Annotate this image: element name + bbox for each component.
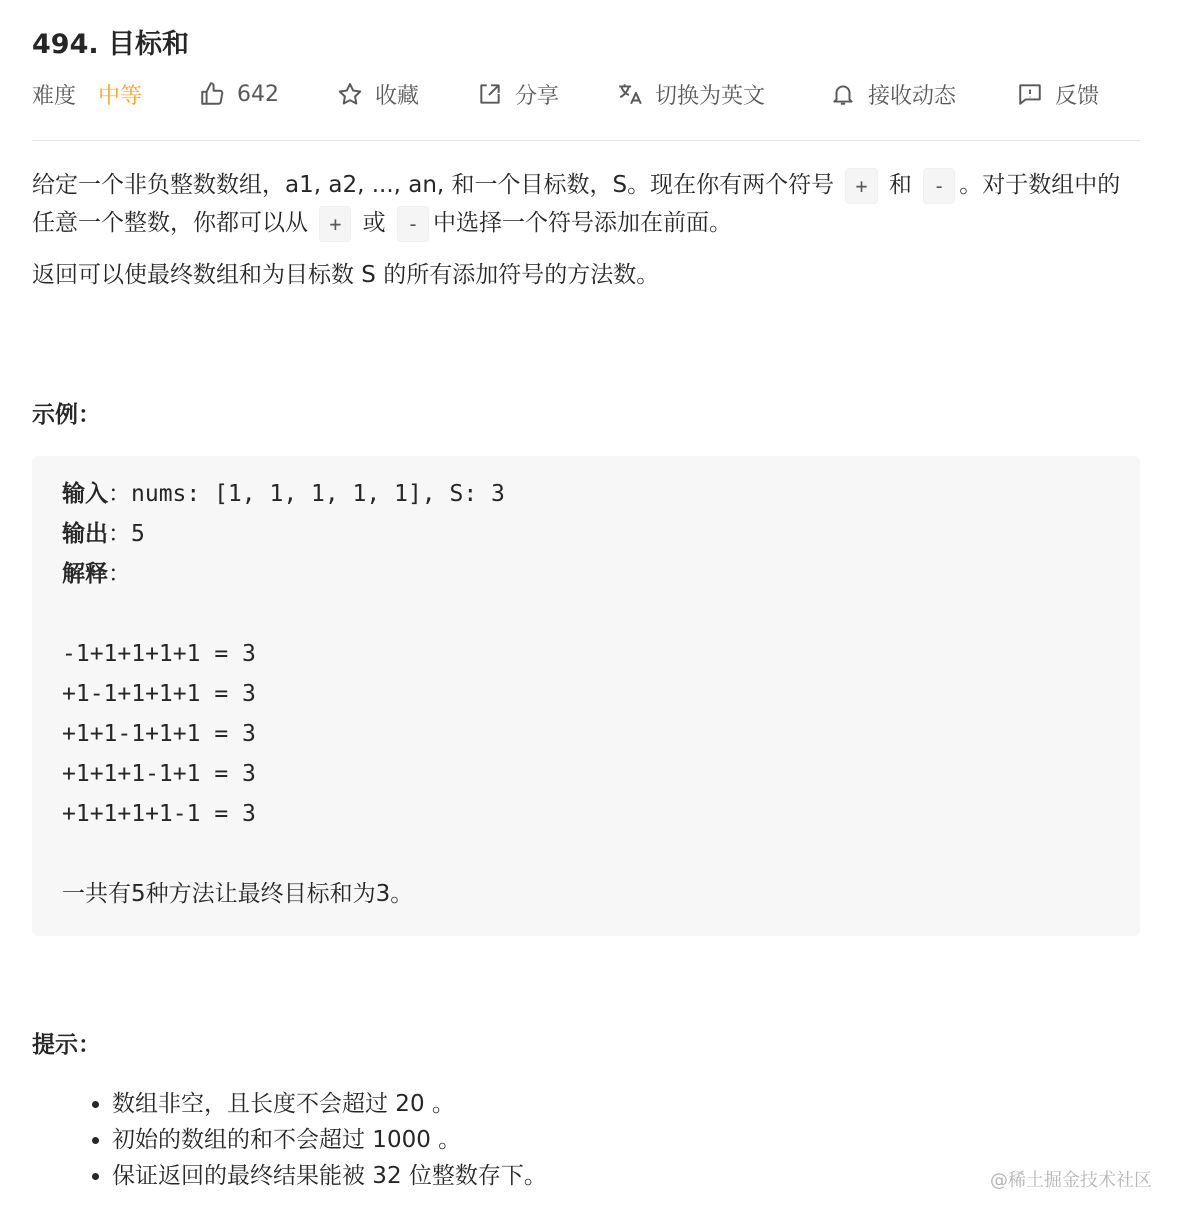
like-count: 642 xyxy=(237,81,279,107)
plus-symbol: + xyxy=(319,206,351,242)
problem-description xyxy=(32,160,1140,308)
example-summary: 一共有5种方法让最终目标和为3。 xyxy=(62,881,414,907)
example-heading: 示例： xyxy=(32,402,101,428)
description-paragraph-1: 给定一个非负整数数组，a1, a2, ..., an, 和一个目标数，S。现在你有两个符号 + 和 - 。对于数组中的任意一个整数，你都可以从 + 或 - 中选择一个符号添加在前面。 xyxy=(32,166,1140,242)
like-button[interactable] xyxy=(199,81,337,107)
example-input: 输入：nums: [1, 1, 1, 1, 1], S: 3 xyxy=(62,481,505,507)
share-icon xyxy=(477,81,503,107)
list-item: • 初始的数组的和不会超过 1000 。 xyxy=(112,1122,547,1158)
example-line: +1+1+1+1-1 = 3 xyxy=(62,801,256,827)
thumbs-up-icon xyxy=(199,81,225,107)
blank-line xyxy=(62,594,1110,634)
example-line: +1-1+1+1+1 = 3 xyxy=(62,681,256,707)
problem-toolbar xyxy=(32,76,1099,112)
difficulty-value: 中等 xyxy=(98,83,143,109)
feedback-label: 反馈 xyxy=(1055,83,1100,109)
difficulty-label: 难度 xyxy=(32,83,77,109)
feedback-icon xyxy=(1017,81,1043,107)
watermark: @稀土掘金技术社区 xyxy=(990,1170,1152,1191)
star-icon xyxy=(337,81,363,107)
example-explanation: 解释： xyxy=(62,561,131,587)
plus-symbol: + xyxy=(845,168,877,204)
favorite-button[interactable] xyxy=(337,79,477,110)
example-output: 输出：5 xyxy=(62,521,145,547)
bell-icon xyxy=(830,81,856,107)
subscribe-label: 接收动态 xyxy=(868,83,957,109)
example-line: +1+1+1-1+1 = 3 xyxy=(62,761,256,787)
feedback-button[interactable] xyxy=(1017,79,1099,110)
hints-heading: 提示： xyxy=(32,1032,101,1058)
favorite-label: 收藏 xyxy=(375,83,420,109)
share-button[interactable] xyxy=(477,79,617,110)
toolbar-divider xyxy=(32,140,1140,141)
minus-symbol: - xyxy=(923,168,955,204)
list-item: • 数组非空，且长度不会超过 20 。 xyxy=(112,1086,547,1122)
blank-line xyxy=(62,834,1110,874)
difficulty xyxy=(32,79,199,110)
minus-symbol: - xyxy=(397,206,429,242)
translate-button[interactable] xyxy=(617,79,830,110)
share-label: 分享 xyxy=(515,83,560,109)
translate-label: 切换为英文 xyxy=(655,83,766,109)
problem-title: 494. 目标和 xyxy=(32,29,190,60)
translate-icon xyxy=(617,81,643,107)
example-line: -1+1+1+1+1 = 3 xyxy=(62,641,256,667)
example-code-block xyxy=(32,456,1140,936)
description-paragraph-2: 返回可以使最终数组和为目标数 S 的所有添加符号的方法数。 xyxy=(32,262,660,288)
example-line: +1+1-1+1+1 = 3 xyxy=(62,721,256,747)
hints-list xyxy=(80,1086,547,1194)
list-item: • 保证返回的最终结果能被 32 位整数存下。 xyxy=(112,1158,547,1194)
subscribe-button[interactable] xyxy=(830,79,1017,110)
